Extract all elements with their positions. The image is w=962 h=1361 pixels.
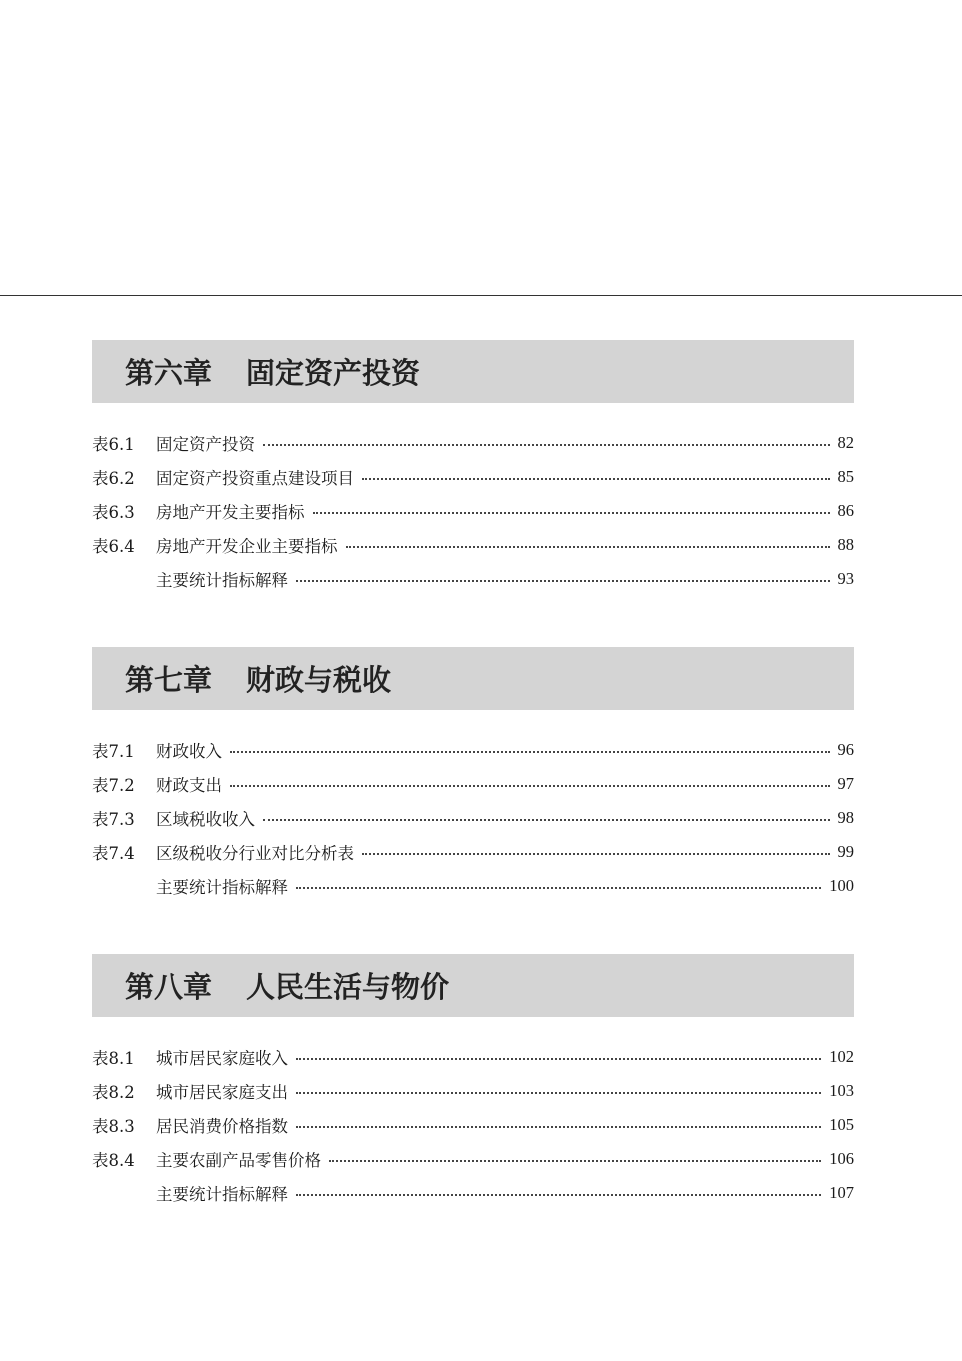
entry-title: 主要统计指标解释 xyxy=(156,1185,288,1204)
toc-entry[interactable] xyxy=(92,835,854,869)
toc-entries xyxy=(92,1040,854,1210)
toc-entry[interactable] xyxy=(92,1040,854,1074)
entry-page-number: 86 xyxy=(837,501,854,520)
entry-page-number: 82 xyxy=(837,433,854,452)
dot-leader xyxy=(263,444,830,446)
toc-entry[interactable] xyxy=(92,426,854,460)
dot-leader xyxy=(296,1092,821,1094)
entry-code: 表7.4 xyxy=(92,844,135,863)
entry-title: 房地产开发主要指标 xyxy=(156,503,305,522)
entry-page-number: 97 xyxy=(837,774,854,793)
chapter-title: 人民生活与物价 xyxy=(246,970,450,1004)
dot-leader xyxy=(329,1160,821,1162)
entry-page-number: 85 xyxy=(837,467,854,486)
toc-entry[interactable] xyxy=(92,869,854,903)
entry-page-number: 99 xyxy=(837,842,854,861)
entry-page-number: 100 xyxy=(829,876,854,895)
entry-code: 表6.2 xyxy=(92,469,135,488)
toc-entry[interactable] xyxy=(92,1176,854,1210)
entry-page-number: 88 xyxy=(837,535,854,554)
entry-title: 区级税收分行业对比分析表 xyxy=(156,844,354,863)
entry-code: 表7.2 xyxy=(92,776,135,795)
dot-leader xyxy=(346,546,830,548)
toc-entry[interactable] xyxy=(92,801,854,835)
entry-page-number: 107 xyxy=(829,1183,854,1202)
entry-title: 房地产开发企业主要指标 xyxy=(156,537,338,556)
entry-page-number: 93 xyxy=(837,569,854,588)
entry-code: 表8.1 xyxy=(92,1049,135,1068)
chapter-header xyxy=(92,340,854,403)
toc-entry[interactable] xyxy=(92,1108,854,1142)
toc-entries xyxy=(92,733,854,903)
toc-entry[interactable] xyxy=(92,733,854,767)
toc-entry[interactable] xyxy=(92,562,854,596)
entry-title: 财政收入 xyxy=(156,742,222,761)
entry-title: 固定资产投资重点建设项目 xyxy=(156,469,354,488)
entry-code: 表6.3 xyxy=(92,503,135,522)
dot-leader xyxy=(296,1058,821,1060)
entry-page-number: 103 xyxy=(829,1081,854,1100)
dot-leader xyxy=(362,853,830,855)
chapter-6 xyxy=(92,340,854,596)
entry-code: 表8.2 xyxy=(92,1083,135,1102)
chapter-number: 第八章 xyxy=(125,970,213,1004)
chapter-8 xyxy=(92,954,854,1210)
toc-entry[interactable] xyxy=(92,1142,854,1176)
entry-page-number: 106 xyxy=(829,1149,854,1168)
entry-code: 表7.1 xyxy=(92,742,135,761)
entry-code: 表6.1 xyxy=(92,435,135,454)
chapter-number: 第六章 xyxy=(125,356,213,390)
toc-entry[interactable] xyxy=(92,460,854,494)
entry-title: 区域税收收入 xyxy=(156,810,255,829)
chapter-title: 财政与税收 xyxy=(246,663,392,697)
entry-title: 城市居民家庭收入 xyxy=(156,1049,288,1068)
dot-leader xyxy=(362,478,830,480)
toc-entry[interactable] xyxy=(92,1074,854,1108)
toc-entry[interactable] xyxy=(92,528,854,562)
chapter-header xyxy=(92,647,854,710)
entry-code: 表8.3 xyxy=(92,1117,135,1136)
entry-page-number: 102 xyxy=(829,1047,854,1066)
chapter-number: 第七章 xyxy=(125,663,213,697)
entry-title: 主要统计指标解释 xyxy=(156,878,288,897)
entry-code: 表7.3 xyxy=(92,810,135,829)
top-rule xyxy=(0,295,962,296)
entry-title: 财政支出 xyxy=(156,776,222,795)
dot-leader xyxy=(296,887,821,889)
entry-title: 主要农副产品零售价格 xyxy=(156,1151,321,1170)
dot-leader xyxy=(296,1126,821,1128)
toc-entry[interactable] xyxy=(92,767,854,801)
dot-leader xyxy=(313,512,830,514)
entry-title: 固定资产投资 xyxy=(156,435,255,454)
dot-leader xyxy=(263,819,830,821)
chapter-header xyxy=(92,954,854,1017)
entry-page-number: 98 xyxy=(837,808,854,827)
chapter-title: 固定资产投资 xyxy=(246,356,421,390)
entry-title: 城市居民家庭支出 xyxy=(156,1083,288,1102)
dot-leader xyxy=(230,751,830,753)
entry-page-number: 96 xyxy=(837,740,854,759)
dot-leader xyxy=(296,580,830,582)
entry-code: 表6.4 xyxy=(92,537,135,556)
entry-title: 居民消费价格指数 xyxy=(156,1117,288,1136)
toc-entries xyxy=(92,426,854,596)
entry-title: 主要统计指标解释 xyxy=(156,571,288,590)
entry-code: 表8.4 xyxy=(92,1151,135,1170)
dot-leader xyxy=(296,1194,821,1196)
toc-entry[interactable] xyxy=(92,494,854,528)
entry-page-number: 105 xyxy=(829,1115,854,1134)
dot-leader xyxy=(230,785,830,787)
chapter-7 xyxy=(92,647,854,903)
